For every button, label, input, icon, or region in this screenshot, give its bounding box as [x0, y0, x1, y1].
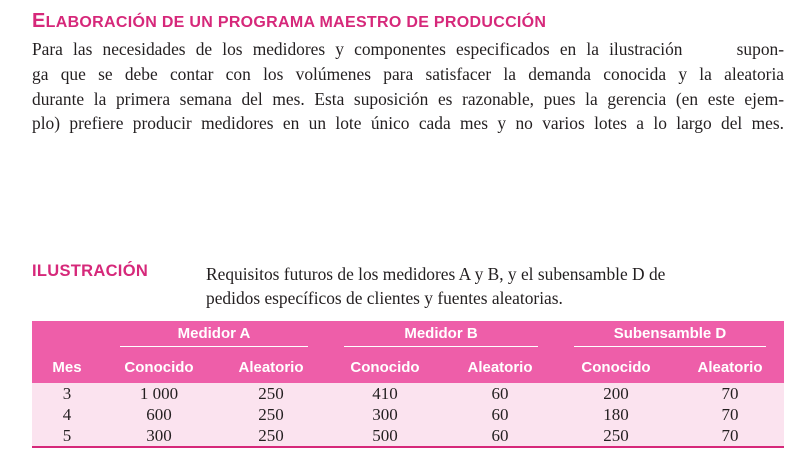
cell-d-aleatorio: 70 — [676, 383, 784, 404]
cell-a-aleatorio: 250 — [216, 383, 326, 404]
table-row — [32, 404, 784, 425]
cell-d-conocido: 200 — [556, 383, 676, 404]
column-header-a-conocido: Conocido — [102, 351, 216, 383]
cell-a-aleatorio: 250 — [216, 404, 326, 425]
cell-d-conocido: 180 — [556, 404, 676, 425]
cell-a-conocido: 600 — [102, 404, 216, 425]
cell-a-aleatorio: 250 — [216, 425, 326, 447]
paragraph-line-1-end: supon- — [736, 39, 784, 59]
table-row — [32, 383, 784, 404]
caption-line-2: pedidos específicos de clientes y fuentes aleatorias. — [206, 288, 563, 308]
paragraph-line-1 — [32, 37, 784, 62]
cell-b-conocido: 410 — [326, 383, 444, 404]
cell-b-aleatorio: 60 — [444, 404, 556, 425]
paragraph-line-4: plo) prefiere producir medidores en un lote único cada mes y no varios lotes a lo largo del mes. — [32, 113, 784, 134]
cell-a-conocido: 300 — [102, 425, 216, 447]
column-header-d-aleatorio: Aleatorio — [676, 351, 784, 383]
caption-line-1: Requisitos futuros de los medidores A y B, y el subensamble D de — [206, 264, 666, 284]
cell-mes: 5 — [32, 425, 102, 447]
paragraph-line-2: ga que se debe contar con los volúmenes para satisfacer la demanda conocida y la aleatoria — [32, 63, 784, 84]
requirements-table — [32, 321, 784, 448]
cell-b-conocido: 500 — [326, 425, 444, 447]
column-header-b-aleatorio: Aleatorio — [444, 351, 556, 383]
illustration-label: ILUSTRACIÓN — [32, 262, 149, 280]
column-header-b-conocido: Conocido — [326, 351, 444, 383]
table-group-header-empty — [32, 321, 102, 351]
cell-mes: 4 — [32, 404, 102, 425]
section-title-initial: E — [32, 10, 46, 32]
group-header-medidor-b: Medidor B — [326, 321, 556, 351]
cell-d-conocido: 250 — [556, 425, 676, 447]
column-header-d-conocido: Conocido — [556, 351, 676, 383]
section-title — [32, 10, 546, 33]
paragraph-line-1-text: Para las necesidades de los medidores y componentes especificados en la ilustración — [32, 39, 683, 59]
table-group-header-row — [32, 321, 784, 351]
cell-mes: 3 — [32, 383, 102, 404]
cell-d-aleatorio: 70 — [676, 404, 784, 425]
table-column-header-row — [32, 351, 784, 383]
table-row — [32, 425, 784, 447]
cell-b-conocido: 300 — [326, 404, 444, 425]
section-title-rest: LABORACIÓN DE UN PROGRAMA MAESTRO DE PRODUCCIÓN — [45, 14, 547, 31]
column-header-mes: Mes — [32, 351, 102, 383]
group-header-subensamble-d: Subensamble D — [556, 321, 784, 351]
cell-d-aleatorio: 70 — [676, 425, 784, 447]
paragraph-line-3: durante la primera semana del mes. Esta suposición es razonable, pues la gerencia (en este ejem- — [32, 88, 784, 109]
group-header-medidor-a: Medidor A — [102, 321, 326, 351]
column-header-a-aleatorio: Aleatorio — [216, 351, 326, 383]
cell-b-aleatorio: 60 — [444, 425, 556, 447]
illustration-caption — [206, 262, 766, 310]
body-paragraph — [32, 37, 784, 136]
cell-b-aleatorio: 60 — [444, 383, 556, 404]
cell-a-conocido: 1 000 — [102, 383, 216, 404]
